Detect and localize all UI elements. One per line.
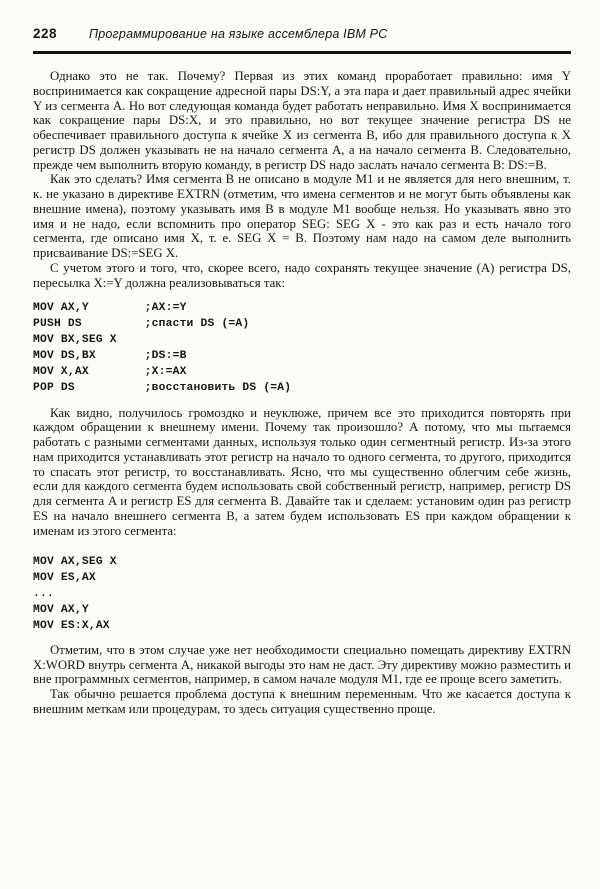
running-title: Программирование на языке ассемблера IBM PC bbox=[89, 27, 388, 41]
code-line: ... bbox=[33, 588, 54, 601]
code-block-2 bbox=[33, 555, 571, 635]
code-line: POP DS ;восстановить DS (=A) bbox=[33, 381, 292, 394]
code-line: MOV ES:X,AX bbox=[33, 620, 110, 633]
paragraph-6: Так обычно решается проблема доступа к внешним переменным. Что же касается доступа к внешним меткам или процедурам, то здесь ситуация существенно проще. bbox=[33, 687, 571, 716]
body-text bbox=[33, 69, 571, 717]
code-line: MOV BX,SEG X bbox=[33, 334, 117, 347]
paragraph-2: Как это сделать? Имя сегмента B не описано в модуле M1 и не является для него внешним, т. к. не указано в директиве EXTRN (отметим, что имена сегментов и не могут быть объявлены как внешние имена), поэтому указывать имя B в модуле M1 вообще нельзя. Но указывать явно это имя и не надо, если вспомнить про оператор SEG: SEG X - это как раз и есть начало того сегмента, где описано имя X, т. е. SEG X = B. Поэтому нам надо на самом деле выполнить присваивание DS:=SEG X. bbox=[33, 172, 571, 260]
page-content bbox=[33, 26, 571, 717]
code-line: MOV ES,AX bbox=[33, 572, 96, 585]
paragraph-1: Однако это не так. Почему? Первая из этих команд проработает правильно: имя Y воспринимается как сокращение адресной пары DS:Y, а эта пара и дает правильный адрес ячейки Y из сегмента A. Но вот следующая команда будет работать неправильно. Имя X воспринимается как сокращение пары DS:X, и это правильно, но вот текущее значение регистра DS не обеспечивает правильного доступа к ячейке X из сегмента B, ибо для правильного доступа к X регистр DS должен указывать не на начало сегмента A, а на начало сегмента B. Следовательно, прежде чем выполнить вторую команду, в регистр DS надо заслать начало сегмента B: DS:=B. bbox=[33, 69, 571, 172]
paragraph-5: Отметим, что в этом случае уже нет необходимости специально помещать директиву EXTRN X:WORD внутрь сегмента A, никакой выгоды это нам не даст. Эту директиву можно разместить и вне программных сегментов, например, в самом начале модуля M1, где ее проще всего заметить. bbox=[33, 642, 571, 687]
code-line: MOV AX,Y bbox=[33, 604, 89, 617]
page-number: 228 bbox=[33, 26, 58, 41]
code-line: PUSH DS ;спасти DS (=A) bbox=[33, 318, 250, 331]
code-line: MOV X,AX ;X:=AX bbox=[33, 365, 187, 378]
code-line: MOV DS,BX ;DS:=B bbox=[33, 349, 187, 362]
code-block-1 bbox=[33, 301, 571, 396]
paragraph-3: С учетом этого и того, что, скорее всего, надо сохранять текущее значение (A) регистра DS, пересылка X:=Y должна реализовываться так: bbox=[33, 260, 571, 290]
paragraph-4: Как видно, получилось громоздко и неуклюже, причем все это приходится повторять при каждом обращении к внешнему имени. Почему так произошло? А потому, что мы пытаемся работать с разными сегментами данных, используя только один сегментный регистр. Из-за этого нам приходится устанавливать этот регистр на начало то одного сегмента, то другого, приходится то спасать этот регистр, то восстанавливать. Ясно, что мы существенно облегчим себе жизнь, если для каждого сегмента будем использовать свой собственный регистр, например, регистр DS для сегмента A и регистр ES для сегмента B. Давайте так и сделаем: установим один раз регистр ES на начало внешнего сегмента B, а затем будем использовать ES при каждом обращении к именам из этого сегмента: bbox=[33, 405, 571, 538]
code-line: MOV AX,SEG X bbox=[33, 556, 117, 569]
running-head bbox=[33, 26, 571, 54]
code-line: MOV AX,Y ;AX:=Y bbox=[33, 302, 187, 315]
